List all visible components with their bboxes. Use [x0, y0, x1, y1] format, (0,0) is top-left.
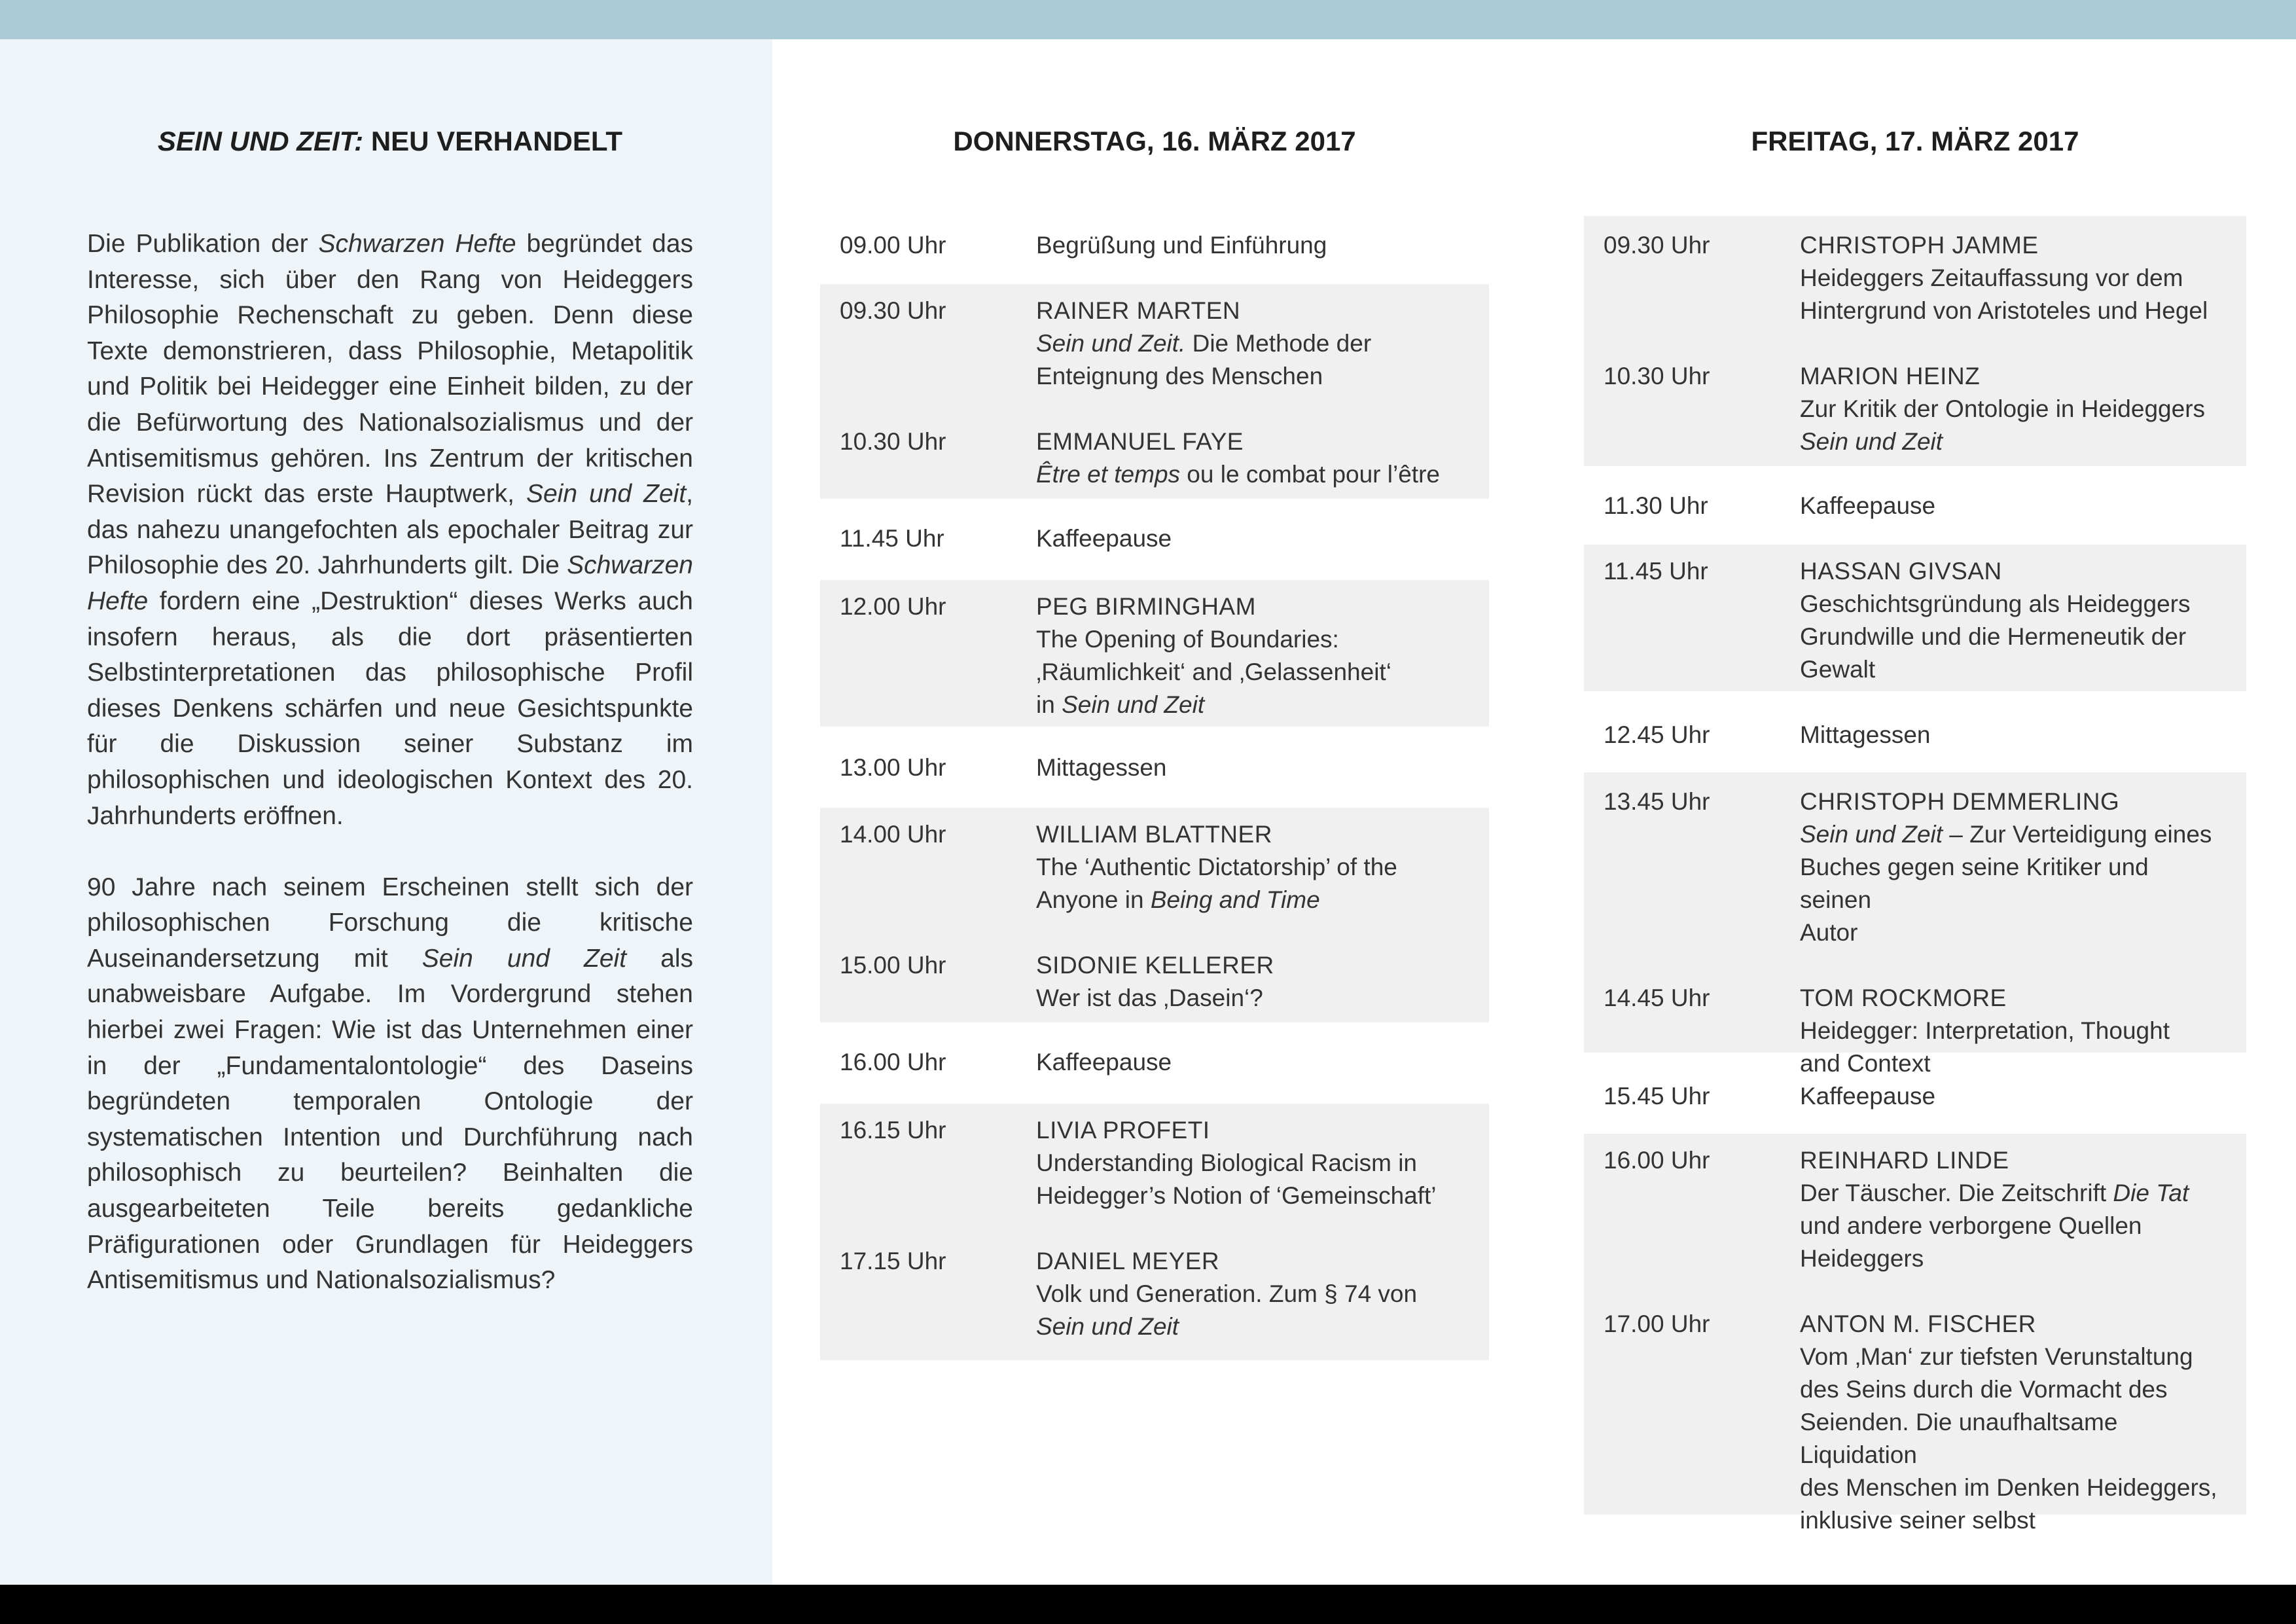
speaker-name: SIDONIE KELLERER	[1036, 952, 1274, 979]
talk-title-line: Geschichtsgründung als Heideggers	[1800, 590, 2191, 617]
speaker-name: WILLIAM BLATTNER	[1036, 821, 1272, 848]
session-row	[840, 1114, 1469, 1212]
intro-heading-rest: NEU VERHANDELT	[363, 126, 623, 156]
session-row	[1604, 490, 2227, 522]
speaker-name: ANTON M. FISCHER	[1800, 1310, 2036, 1337]
session-row	[1604, 229, 2227, 327]
intro-heading-italic: SEIN UND ZEIT:	[157, 126, 364, 156]
talk-title-line: Zur Kritik der Ontologie in Heideggers	[1800, 395, 2206, 422]
talk-title-line	[1036, 458, 1469, 491]
talk-title-line: Grundwille und die Hermeneutik der	[1800, 623, 2187, 650]
talk-title-line: des Seins durch die Vormacht des	[1800, 1376, 2168, 1403]
session-time: 17.15 Uhr	[840, 1248, 946, 1274]
thursday-block-birmingham	[820, 580, 1489, 727]
session-row	[1604, 555, 2227, 686]
speaker-name: LIVIA PROFETI	[1036, 1117, 1210, 1144]
session-time: 11.45 Uhr	[1604, 558, 1708, 585]
session-row	[1604, 1144, 2227, 1275]
session-title: Kaffeepause	[1800, 492, 1936, 519]
session-row	[1604, 1308, 2227, 1537]
session-row	[840, 1046, 1469, 1079]
session-row	[1604, 1080, 2227, 1113]
intro-text-run: begründet das Interesse, sich über den Rang von Heideggers Philosophie Rechenschaft zu geben. Denn diese Texte demonstrieren, dass Philosophie, Metapolitik und Politik bei Heidegger eine Einheit bilden, zu der die Befürwortung des Nationalsozialismus und der Antisemitismus gehören. Ins Zentrum der kritischen Revision rückt das erste Hauptwerk,	[87, 230, 694, 509]
talk-title-line: Gewalt	[1800, 656, 1876, 683]
session-time: 11.30 Uhr	[1604, 492, 1708, 519]
intro-text-run: 90 Jahre nach seinem Erscheinen stellt sich der philosophischen Forschung die kritische Auseinandersetzung mit	[87, 873, 693, 973]
speaker-name: EMMANUEL FAYE	[1036, 428, 1244, 455]
friday-block-break-1	[1584, 466, 2246, 545]
session-title: Kaffeepause	[1036, 1049, 1172, 1075]
talk-title-line	[1036, 689, 1469, 721]
talk-title-line: Heidegger: Interpretation, Thought	[1800, 1017, 2170, 1044]
talk-title-line: des Menschen im Denken Heideggers,	[1800, 1474, 2217, 1501]
session-time: 12.45 Uhr	[1604, 721, 1710, 748]
top-color-band	[0, 0, 2296, 39]
session-row	[840, 590, 1469, 721]
session-time: 16.00 Uhr	[840, 1049, 946, 1075]
talk-title-line	[1800, 425, 2227, 458]
session-row	[840, 522, 1469, 555]
session-time: 10.30 Uhr	[1604, 363, 1710, 389]
talk-title-italic: Être et temps	[1036, 461, 1181, 488]
intro-text-run: fordern eine „Destruktion“ dieses Werks auch insofern heraus, als die dort präsentierten Selbstinterpretationen das philosophische Profil dieses Denkens schärfen und neue Gesichtspunkte für die Diskussion seiner Substanz im philosophischen und ideologischen Kontext des 20. Jahrhunderts eröffnen.	[87, 586, 693, 830]
session-row	[840, 425, 1469, 491]
talk-title-text: ou le combat pour l’être	[1180, 461, 1440, 488]
session-time: 17.00 Uhr	[1604, 1310, 1710, 1337]
session-row	[1604, 719, 2227, 751]
talk-title-line: The ‘Authentic Dictatorship’ of the	[1036, 854, 1397, 880]
session-title: Kaffeepause	[1800, 1083, 1936, 1110]
intro-paragraph-2	[87, 870, 693, 1299]
session-time: 15.45 Uhr	[1604, 1083, 1710, 1110]
session-title: Kaffeepause	[1036, 525, 1172, 552]
session-time: 16.15 Uhr	[840, 1117, 946, 1144]
friday-heading: FREITAG, 17. MÄRZ 2017	[1751, 126, 2079, 156]
talk-title-line: Enteignung des Menschen	[1036, 363, 1323, 389]
friday-block-break-2	[1584, 1053, 2246, 1134]
thursday-block-lunch	[820, 727, 1489, 808]
session-time: 16.00 Uhr	[1604, 1147, 1710, 1174]
talk-title-line: and Context	[1800, 1050, 1931, 1077]
intro-text-run: Die Publikation der	[87, 230, 319, 258]
intro-italic-run: Sein und Zeit	[526, 480, 687, 509]
intro-heading	[87, 122, 693, 161]
session-time: 13.00 Uhr	[840, 754, 946, 781]
session-title: Begrüßung und Einführung	[1036, 232, 1327, 259]
thursday-block-afternoon	[820, 808, 1489, 1022]
talk-title-line: Heideggers	[1800, 1245, 1924, 1272]
session-time: 09.30 Uhr	[1604, 232, 1710, 259]
speaker-name: DANIEL MEYER	[1036, 1248, 1220, 1274]
speaker-name: CHRISTOPH DEMMERLING	[1800, 788, 2120, 815]
session-row	[1604, 785, 2227, 949]
speaker-name: RAINER MARTEN	[1036, 297, 1241, 324]
session-time: 15.00 Uhr	[840, 952, 946, 979]
speaker-name: PEG BIRMINGHAM	[1036, 593, 1256, 620]
speaker-name: TOM ROCKMORE	[1800, 984, 2007, 1011]
friday-block-givsan	[1584, 545, 2246, 691]
talk-title-text: Anyone in	[1036, 886, 1151, 913]
speaker-name: MARION HEINZ	[1800, 363, 1981, 389]
intro-text-run: als unabweisbare Aufgabe. Im Vordergrund stehen hierbei zwei Fragen: Wie ist das Unternehmen einer in der „Fundamentalontologie“ des Daseins begründeten temporalen Ontologie der systematischen Intention und Durchführung nach philosophisch zu beurteilen? Beinhalten die ausgearbeiteten Teile bereits gedankliche Präfigurationen oder Grundlagen für Heideggers Antisemitismus und Nationalsozialismus?	[87, 944, 693, 1295]
talk-title-italic: Being and Time	[1150, 886, 1320, 913]
talk-title-line: Understanding Biological Racism in	[1036, 1149, 1418, 1176]
session-time: 13.45 Uhr	[1604, 788, 1710, 815]
session-row	[1604, 360, 2227, 458]
session-row	[840, 1245, 1469, 1343]
thursday-block-morning	[820, 284, 1489, 499]
talk-title-line: und andere verborgene Quellen	[1800, 1212, 2142, 1239]
intro-paragraph-1	[87, 226, 693, 834]
intro-text-run: , das nahezu unangefochten als epochaler Beitrag zur Philosophie des 20. Jahrhunderts gilt. Die	[87, 480, 693, 580]
talk-title-italic: Sein und Zeit	[1036, 1313, 1179, 1340]
talk-title-italic: Sein und Zeit	[1800, 428, 1943, 455]
friday-block-late	[1584, 1134, 2246, 1534]
friday-block-morning	[1584, 216, 2246, 466]
talk-title-line: Seienden. Die unaufhaltsame Liquidation	[1800, 1409, 2118, 1468]
intro-text	[87, 226, 693, 1334]
friday-block-lunch	[1584, 691, 2246, 772]
talk-title-line: inklusive seiner selbst	[1800, 1507, 2036, 1534]
talk-title-text: in	[1036, 691, 1062, 718]
thursday-heading: DONNERSTAG, 16. MÄRZ 2017	[953, 126, 1356, 156]
talk-title-italic: Die Tat	[2113, 1180, 2189, 1206]
friday-block-afternoon	[1584, 772, 2246, 1077]
talk-title-line: Wer ist das ‚Dasein‘?	[1036, 984, 1263, 1011]
speaker-name: CHRISTOPH JAMME	[1800, 232, 2039, 259]
thursday-block-break-2	[820, 1022, 1489, 1104]
talk-title-line	[1036, 1310, 1469, 1343]
session-time: 09.30 Uhr	[840, 297, 946, 324]
session-time: 14.45 Uhr	[1604, 984, 1710, 1011]
session-title: Mittagessen	[1036, 754, 1167, 781]
thursday-block-late	[820, 1104, 1489, 1360]
talk-title-line: ‚Räumlichkeit‘ and ‚Gelassenheit‘	[1036, 659, 1391, 685]
session-time: 12.00 Uhr	[840, 593, 946, 620]
talk-title-line	[1800, 818, 2227, 851]
session-row	[840, 295, 1469, 393]
talk-title-line: The Opening of Boundaries:	[1036, 626, 1339, 653]
talk-title-italic: Sein und Zeit	[1062, 691, 1205, 718]
talk-title-text: Der Täuscher. Die Zeitschrift	[1800, 1180, 2113, 1206]
talk-title-line: Hintergrund von Aristoteles und Hegel	[1800, 297, 2208, 324]
session-time: 14.00 Uhr	[840, 821, 946, 848]
talk-title-text: Die Methode der	[1185, 330, 1372, 357]
talk-title-line: Volk und Generation. Zum § 74 von	[1036, 1280, 1418, 1307]
bottom-color-band	[0, 1585, 2296, 1624]
thursday-block-welcome	[820, 229, 1489, 284]
speaker-name: REINHARD LINDE	[1800, 1147, 2009, 1174]
talk-title-line	[1036, 327, 1469, 360]
intro-italic-run: Schwarzen Hefte	[87, 551, 693, 615]
talk-title-text: – Zur Verteidigung eines	[1943, 821, 2212, 848]
talk-title-italic: Sein und Zeit.	[1036, 330, 1186, 357]
thursday-block-break-1	[820, 499, 1489, 580]
session-title: Mittagessen	[1800, 721, 1931, 748]
session-time: 10.30 Uhr	[840, 428, 946, 455]
talk-title-line	[1036, 884, 1469, 916]
talk-title-line: Autor	[1800, 919, 1858, 946]
talk-title-line: Buches gegen seine Kritiker und seinen	[1800, 854, 2149, 913]
talk-title-line: Heidegger’s Notion of ‘Gemeinschaft’	[1036, 1182, 1437, 1209]
session-time: 09.00 Uhr	[840, 232, 946, 259]
session-time: 11.45 Uhr	[840, 525, 944, 552]
session-row	[840, 949, 1469, 1015]
talk-title-line	[1800, 1177, 2227, 1210]
speaker-name: HASSAN GIVSAN	[1800, 558, 2002, 585]
session-row	[840, 751, 1469, 784]
intro-italic-run: Schwarzen Hefte	[318, 230, 516, 258]
talk-title-line: Vom ‚Man‘ zur tiefsten Verunstaltung	[1800, 1343, 2193, 1370]
talk-title-line: Heideggers Zeitauffassung vor dem	[1800, 264, 2183, 291]
talk-title-italic: Sein und Zeit	[1800, 821, 1943, 848]
session-row	[840, 229, 1469, 262]
session-row	[840, 818, 1469, 916]
intro-italic-run: Sein und Zeit	[422, 944, 627, 973]
